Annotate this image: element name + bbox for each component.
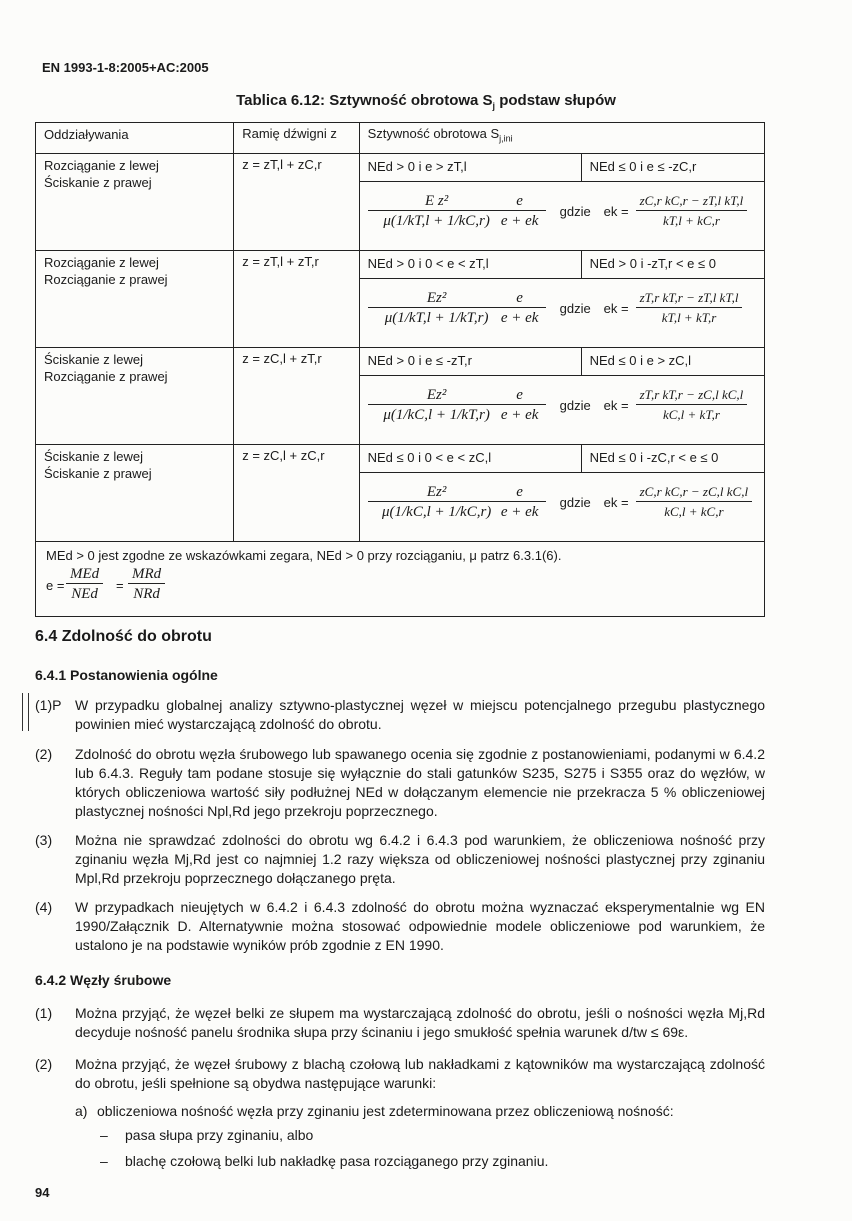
condition-left: NEd > 0 i e ≤ -zT,r (360, 348, 582, 375)
note-formula: e = MEd NEd = MRd NRd (46, 565, 754, 605)
subsection-title-2: 6.4.2 Węzły śrubowe (35, 972, 172, 988)
paragraph: (2) Można przyjąć, że węzeł śrubowy z blachą czołową lub nakładkami z kątowników ma wystarczającą zdolność do obrotu, jeśli spełnione są obydwa następujące warunki: (35, 1056, 765, 1091)
gdzie-label: gdzie (559, 204, 591, 219)
paragraph: (1)P W przypadku globalnej analizy sztywno-plastycznej węzeł w miejscu potencjalnego przegubu plastycznego powinien mieć wystarczającą zdolność do obrotu. (35, 697, 765, 732)
condition-left: NEd > 0 i 0 < e < zT,l (360, 251, 582, 278)
fraction-ez2: $\frac{\text{Ez²}}{\mu(1/kC,l + 1/kC,r)}$ (368, 483, 506, 522)
ek-label: ek = (603, 495, 629, 510)
stiffness-formula (360, 376, 764, 438)
fraction-e: $\frac{e}{e + ek}$ (494, 192, 546, 231)
header-actions: Oddziaływania (36, 123, 234, 154)
paragraph: (2) Zdolność do obrotu węzła śrubowego lub spawanego ocenia się zgodnie z postanowieniami, podanymi w 6.4.2 lub 6.4.3. Reguły tam podane stosuje się wyłącznie do stali gatunków S235, S275 i S355 oraz do węzłów, w których obliczeniowa wartość siły podłużnej NEd w dołączanym elemencie nie przekracza 5 % obliczeniowej plastycznej nośności Npl,Rd jego przekroju poprzecznego. (35, 746, 765, 819)
row-stiffness (359, 251, 764, 348)
paragraph: (4) W przypadkach nieujętych w 6.4.2 i 6.4.3 zdolność do obrotu można wyznaczać eksperymentalnie wg EN 1990/Załącznik D. Alternatywnie można stosować odpowiednie modele obliczeniowe pod warunkiem, że ustalono je na podstawie wyników prób zgodnie z EN 1990. (35, 899, 765, 953)
row-actions: Rozciąganie z lewej Rozciąganie z prawej (36, 251, 234, 348)
stiffness-formula (360, 279, 764, 341)
dash-item: – blachę czołową belki lub nakładkę pasa rozciąganego przy zginaniu. (100, 1153, 549, 1169)
fraction-ez2: $\frac{\text{Ez²}}{\mu(1/kT,l + 1/kT,r)}$ (368, 289, 506, 328)
row-actions: Ściskanie z lewej Rozciąganie z prawej (36, 348, 234, 445)
note-fraction-mrd: MRd NRd (128, 565, 165, 604)
table-row (36, 154, 765, 251)
stiffness-formula (360, 473, 764, 535)
condition-right: NEd ≤ 0 i e > zC,l (589, 353, 692, 368)
row-conditions (360, 445, 764, 473)
row-lever-arm: z = zT,l + zC,r (234, 154, 359, 251)
stiffness-table (35, 122, 765, 617)
condition-right: NEd ≤ 0 i e ≤ -zC,r (589, 159, 697, 174)
change-bar (22, 693, 29, 731)
paragraph: (3) Można nie sprawdzać zdolności do obrotu wg 6.4.2 i 6.4.3 pod warunkiem, że obliczeniowa nośność przy zginaniu węzła Mj,Rd jest co najmniej 1.2 razy większa od obliczeniowej nośności plastycznej przy zginaniu Mpl,Rd przekroju poprzecznego dołączanego pręta. (35, 832, 765, 886)
table-caption: Tablica 6.12: Sztywność obrotowa $S_j$ podstaw słupów (236, 92, 616, 111)
row-stiffness (359, 445, 764, 542)
subsection-title-1: 6.4.1 Postanowienia ogólne (35, 667, 218, 683)
ek-label: ek = (603, 301, 629, 316)
note-fraction-med: MEd NEd (66, 565, 103, 604)
row-lever-arm: z = zT,l + zT,r (234, 251, 359, 348)
table-header-row (36, 123, 765, 154)
condition-right: NEd > 0 i -zT,r < e ≤ 0 (589, 256, 716, 271)
fraction-ek: $\frac{\text{zC,r kC,r − zT,l kT,l}}{kT,l + kC,r}$ (636, 192, 748, 231)
gdzie-label: gdzie (559, 398, 591, 413)
row-conditions (360, 348, 764, 376)
row-conditions (360, 154, 764, 182)
row-lever-arm: z = zC,l + zC,r (234, 445, 359, 542)
fraction-ez2: $\frac{\text{Ez²}}{\mu(1/kC,l + 1/kT,r)}$ (368, 386, 506, 425)
page-number: 94 (35, 1185, 50, 1200)
section-title: 6.4 Zdolność do obrotu (35, 628, 212, 645)
ek-label: ek = (603, 204, 629, 219)
fraction-e: $\frac{e}{e + ek}$ (494, 483, 546, 522)
paragraph: (1) Można przyjąć, że węzeł belki ze słupem ma wystarczającą zdolność do obrotu, jeśli o nośności węzła Mj,Rd decyduje nośność panelu środnika słupa przy ścinaniu i jego smukłość spełnia warunek d/tw ≤ 69ε. (35, 1005, 765, 1040)
fraction-ek: $\frac{\text{zC,r kC,r − zC,l kC,l}}{kC,l + kC,r}$ (636, 483, 752, 522)
paragraph: a) obliczeniowa nośność węzła przy zginaniu jest zdeterminowana przez obliczeniową nośność: (75, 1103, 674, 1119)
fraction-e: $\frac{e}{e + ek}$ (494, 289, 546, 328)
gdzie-label: gdzie (559, 495, 591, 510)
dash-item: – pasa słupa przy zginaniu, albo (100, 1127, 314, 1143)
condition-left: NEd > 0 i e > zT,l (360, 154, 582, 181)
row-stiffness (359, 154, 764, 251)
document-code: EN 1993-1-8:2005+AC:2005 (42, 60, 209, 75)
fraction-e: $\frac{e}{e + ek}$ (494, 386, 546, 425)
row-conditions (360, 251, 764, 279)
row-lever-arm: z = zC,l + zT,r (234, 348, 359, 445)
fraction-ez2: $\frac{\text{E z²}}{\mu(1/kT,l + 1/kC,r)}$ (368, 192, 506, 231)
table-row (36, 445, 765, 542)
header-lever-arm: Ramię dźwigni z (234, 123, 359, 154)
row-stiffness (359, 348, 764, 445)
stiffness-formula (360, 182, 764, 244)
note-text: MEd > 0 jest zgodne ze wskazówkami zegara, NEd > 0 przy rozciąganiu, μ patrz 6.3.1(6). (46, 548, 562, 563)
condition-right: NEd ≤ 0 i -zC,r < e ≤ 0 (589, 450, 719, 465)
gdzie-label: gdzie (559, 301, 591, 316)
row-actions: Ściskanie z lewej Ściskanie z prawej (36, 445, 234, 542)
fraction-ek: $\frac{\text{zT,r kT,r − zC,l kC,l}}{kC,l + kT,r}$ (636, 386, 748, 425)
table-note-row (36, 542, 765, 617)
fraction-ek: $\frac{\text{zT,r kT,r − zT,l kT,l}}{kT,l + kT,r}$ (636, 289, 743, 328)
header-stiffness: Sztywność obrotowa $S_{j,ini}$ (359, 123, 764, 154)
table-note (36, 542, 765, 617)
row-actions: Rozciąganie z lewej Ściskanie z prawej (36, 154, 234, 251)
ek-label: ek = (603, 398, 629, 413)
table-row (36, 251, 765, 348)
condition-left: NEd ≤ 0 i 0 < e < zC,l (360, 445, 582, 472)
table-row (36, 348, 765, 445)
